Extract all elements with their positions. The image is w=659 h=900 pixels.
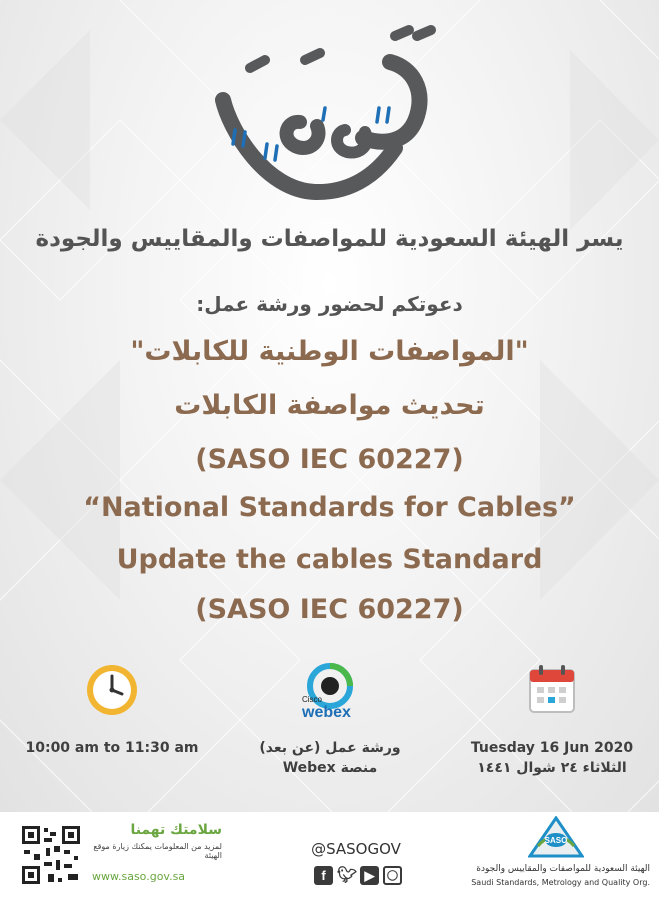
footer — [0, 812, 659, 900]
social-icons — [308, 866, 408, 885]
time-text: 10:00 am to 11:30 am — [25, 740, 199, 756]
date-line-2: الثلاثاء ٢٤ شوال ١٤٤١ — [477, 760, 627, 776]
social-handle[interactable]: @SASOGOV — [311, 840, 401, 858]
host-line: يسر الهيئة السعودية للمواصفات والمقاييس والجودة — [35, 226, 624, 252]
invite-line: دعوتكم لحضور ورشة عمل: — [196, 292, 463, 316]
instagram-icon[interactable]: ◯ — [383, 866, 402, 885]
webex-brand-top: Cisco — [302, 695, 323, 704]
code-line-2: (SASO IEC 60227) — [195, 594, 464, 625]
org-name-ar: الهيئة السعودية للمواصفات والمقاييس والجودة — [476, 864, 650, 874]
platform-line-1: ورشة عمل (عن بعد) — [259, 740, 401, 756]
platform-line-2: منصة Webex — [282, 760, 378, 776]
invitation-title-graphic — [195, 20, 455, 210]
website-link[interactable]: www.saso.gov.sa — [92, 870, 186, 883]
title-ar-line-2: تحديث مواصفة الكابلات — [174, 390, 485, 421]
calendar-icon — [527, 662, 577, 716]
title-ar-line-1: "المواصفات الوطنية للكابلات" — [130, 336, 529, 367]
slogan-sub: لمزيد من المعلومات يمكنك زيارة موقع الهيئة — [93, 842, 222, 860]
code-line-1: (SASO IEC 60227) — [195, 444, 464, 475]
webex-brand: webex — [302, 704, 351, 721]
qr-code-icon[interactable] — [20, 824, 82, 886]
saso-logo-text: SASO — [544, 836, 568, 845]
platform-block — [230, 662, 430, 778]
saso-logo — [528, 816, 584, 860]
slogan: سلامتك تهمنا — [130, 822, 222, 838]
date-block — [452, 662, 652, 778]
title-en-line-2: Update the cables Standard — [116, 544, 543, 575]
facebook-icon[interactable]: f — [314, 866, 333, 885]
org-name-en: Saudi Standards, Metrology and Quality Org. — [471, 878, 650, 887]
title-en-line-1: “National Standards for Cables” — [83, 492, 576, 523]
time-block — [12, 662, 212, 758]
webex-icon — [230, 662, 430, 724]
slogan-block — [92, 822, 222, 883]
clock-icon — [84, 662, 140, 718]
twitter-icon[interactable]: 🐦︎ — [337, 867, 358, 884]
youtube-icon[interactable]: ▶ — [360, 866, 379, 885]
date-line-1: Tuesday 16 Jun 2020 — [470, 740, 634, 756]
